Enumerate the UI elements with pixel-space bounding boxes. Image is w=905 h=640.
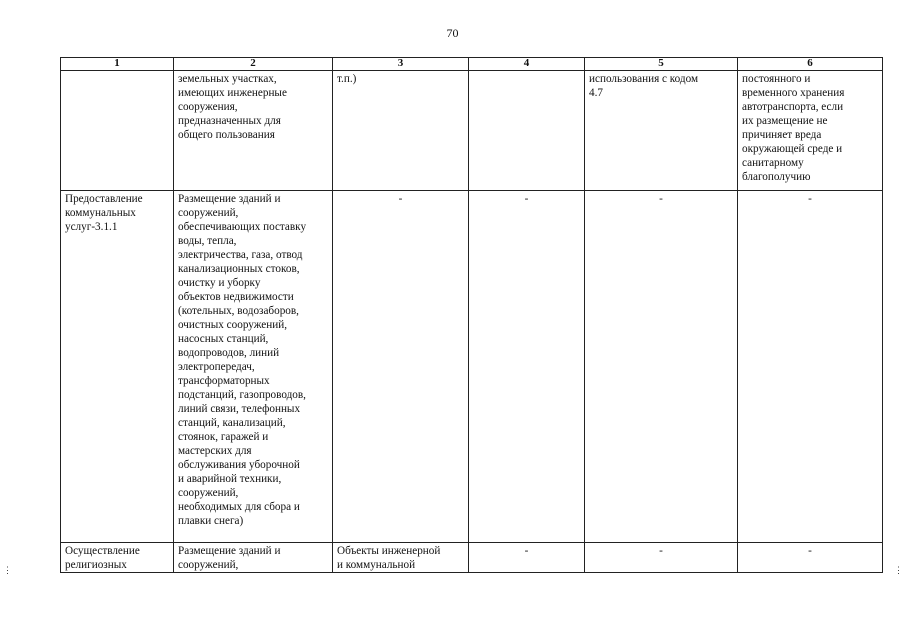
cell-col6: - xyxy=(738,191,883,543)
column-header-3: 3 xyxy=(333,58,469,71)
column-header-4: 4 xyxy=(469,58,585,71)
cell-col3: т.п.) xyxy=(333,71,469,191)
cell-col3: - xyxy=(333,191,469,543)
cell-col5: - xyxy=(585,191,738,543)
page-number: 70 xyxy=(446,26,459,40)
cell-col6: - xyxy=(738,543,883,573)
cell-col5: - xyxy=(585,543,738,573)
cell-col4: - xyxy=(469,543,585,573)
margin-mark-left: ⋮ xyxy=(3,565,12,575)
cell-col4 xyxy=(469,71,585,191)
cell-use-type xyxy=(61,71,174,191)
table-header-row xyxy=(61,58,883,71)
table-row xyxy=(61,543,883,573)
cell-use-type: Предоставление коммунальных услуг-3.1.1 xyxy=(61,191,174,543)
column-header-6: 6 xyxy=(738,58,883,71)
cell-description: Размещение зданий и сооружений, xyxy=(174,543,333,573)
table-row xyxy=(61,191,883,543)
column-header-2: 2 xyxy=(174,58,333,71)
cell-col6: постоянного и временного хранения автотранспорта, если их размещение не причиняет вреда окружающей среде и санитарному благополучию xyxy=(738,71,883,191)
margin-mark-right: ⋮ xyxy=(894,565,903,575)
cell-description: Размещение зданий и сооружений, обеспечивающих поставку воды, тепла, электричества, газа, отвод канализационных стоков, очистку и уборку объектов недвижимости (котельных, водозаборов, очистных сооружений, насосных станций, водопроводов, линий электропередач, трансформаторных подстанций, газопроводов, линий связи, телефонных станций, канализаций, стоянок, гаражей и мастерских для обслуживания уборочной и аварийной техники, сооружений, необходимых для сбора и плавки снега) xyxy=(174,191,333,543)
cell-col4: - xyxy=(469,191,585,543)
cell-col3: Объекты инженерной и коммунальной xyxy=(333,543,469,573)
land-use-table xyxy=(60,57,883,573)
cell-description: земельных участках, имеющих инженерные сооружения, предназначенных для общего пользования xyxy=(174,71,333,191)
table-row xyxy=(61,71,883,191)
cell-use-type: Осуществление религиозных xyxy=(61,543,174,573)
cell-col5: использования с кодом 4.7 xyxy=(585,71,738,191)
column-header-1: 1 xyxy=(61,58,174,71)
column-header-5: 5 xyxy=(585,58,738,71)
